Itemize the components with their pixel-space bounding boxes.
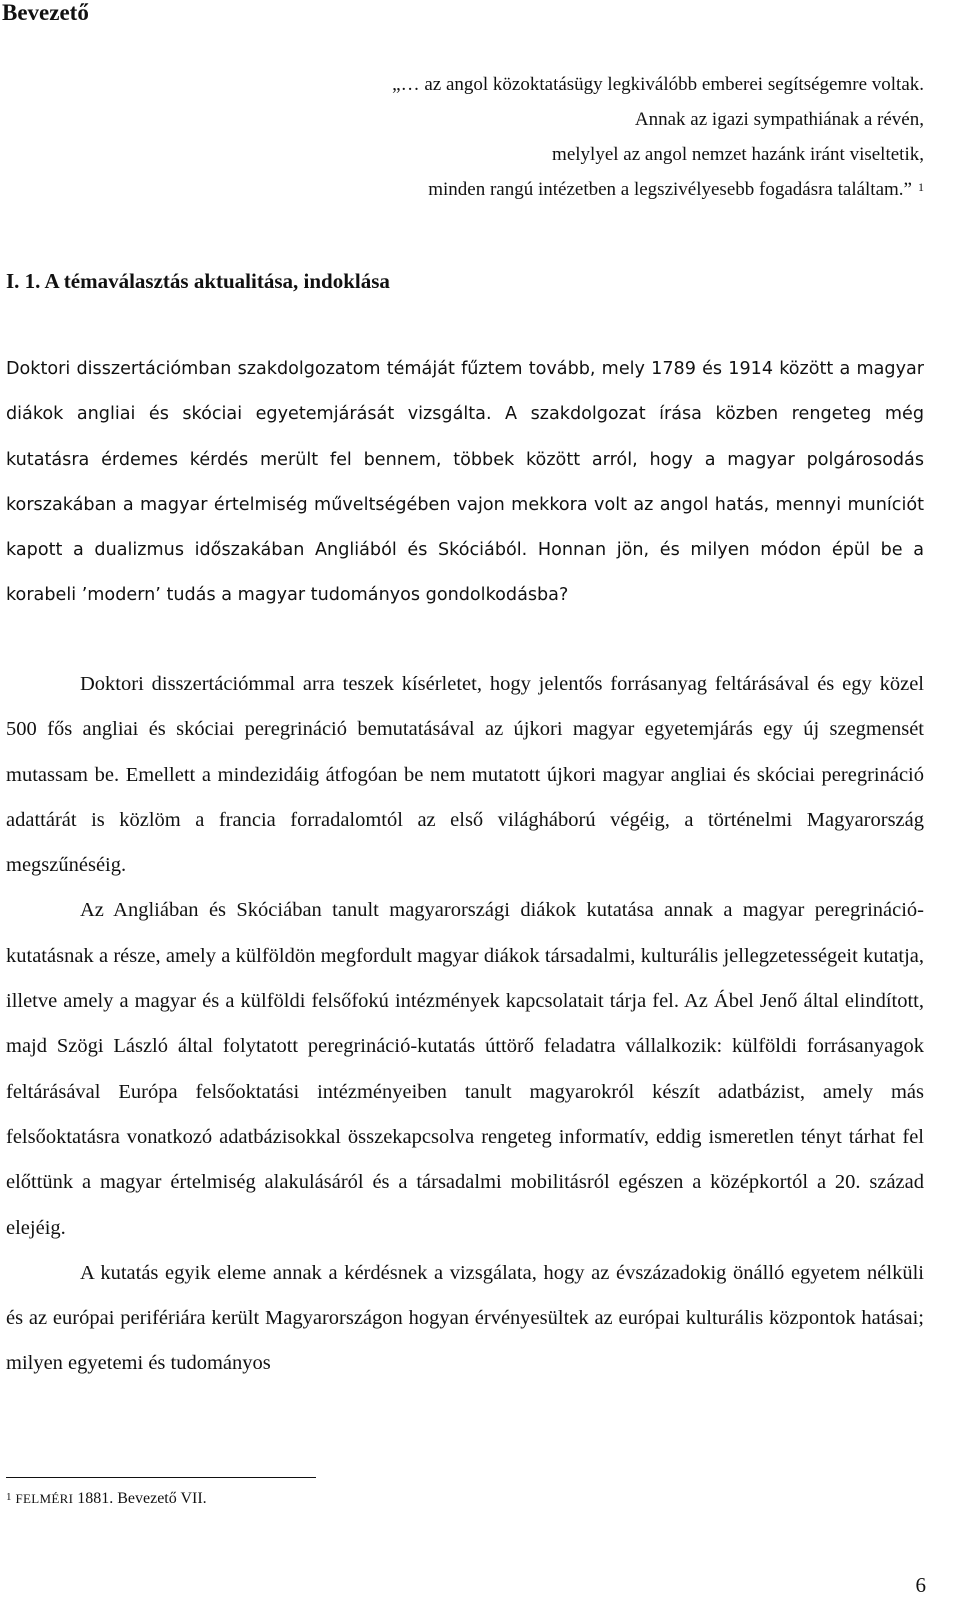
page-number: 6 bbox=[915, 1573, 926, 1597]
footnote-number: 1 bbox=[6, 1491, 12, 1503]
epigraph-line: melylyel az angol nemzet hazánk iránt viseltetik, bbox=[552, 144, 924, 165]
section-heading: I. 1. A témaválasztás aktualitása, indoklása bbox=[6, 269, 390, 293]
epigraph-line-text: minden rangú intézetben a legszivélyesebb fogadásra találtam.” bbox=[428, 179, 912, 200]
epigraph-quote bbox=[224, 67, 924, 207]
footnote bbox=[6, 1488, 207, 1510]
paragraph-text: Doktori disszertációmban szakdolgozatom témáját fűztem tovább, mely 1789 és 1914 között a magyar diákok angliai és skóciai egyetemjárását vizsgálta. A szakdolgozat írása közben rengeteg még kutatásra érdemes kérdés merült fel bennem, többek között arról, hogy a magyar polgárosodás korszakában a magyar értelmiség műveltségében vajon mekkora volt az angol hatás, mennyi muníciót kapott a dualizmus időszakában Angliából és Skóciából. Honnan jön, és milyen módon épül be a korabeli ’modern’ tudás a magyar tudományos gondolkodásba? bbox=[6, 359, 924, 606]
footnote-text: 1881. Bevezető VII. bbox=[73, 1490, 207, 1507]
chapter-title: Bevezető bbox=[2, 0, 89, 25]
paragraph-text: Az Angliában és Skóciában tanult magyarországi diákok kutatása annak a magyar peregrináció-kutatásnak a része, amely a külföldön megfordult magyar diákok társadalmi, kulturális jellegzetességeit kutatja, illetve amely a magyar és a külföldi felsőfokú intézmények kapcsolatait tárja fel. Az Ábel Jenő által elindított, majd Szögi László által folytatott peregrináció-kutatás úttörő feladatra vállalkozik: külföldi forrásanyagok feltárásával Európa felsőoktatási intézményeiben tanult magyarokról készít adatbázist, amely más felsőoktatásra vonatkozó adatbázisokkal összekapcsolva rengeteg informatív, eddig ismeretlen tényt tárhat fel előttünk a magyar értelmiség alakulásáról és a társadalmi mobilitásról egészen a középkortól a 20. század elejéig. bbox=[6, 899, 924, 1239]
epigraph-line-last bbox=[224, 172, 924, 207]
footnote-reference[interactable]: 1 bbox=[918, 180, 924, 194]
paragraph-text: Doktori disszertációmmal arra teszek kísérletet, hogy jelentős forrásanyag feltárásával és egy közel 500 fős angliai és skóciai peregrináció bemutatásával az újkori magyar egyetemjárás egy új szegmensét mutassam be. Emellett a mindezidáig átfogóan be nem mutatott újkori magyar angliai és skóciai peregrináció adattárát is közlöm a francia forradalomtól az első világháború végéig, a történelmi Magyarország megszűnéséig. bbox=[6, 673, 924, 877]
paragraph-group bbox=[6, 662, 924, 1387]
footnote-author: FELMÉRI bbox=[15, 1491, 74, 1506]
paragraph-text: A kutatás egyik eleme annak a kérdésnek a vizsgálata, hogy az évszázadokig önálló egyetem nélküli és az európai perifériára került Magyarországon hogyan érvényesültek az európai kulturális központok hatásai; milyen egyetemi és tudományos bbox=[6, 1261, 924, 1375]
footnote-divider bbox=[6, 1477, 316, 1478]
epigraph-line: Annak az igazi sympathiának a révén, bbox=[634, 109, 924, 130]
paragraph-intro bbox=[6, 347, 924, 619]
epigraph-line: „… az angol közoktatásügy legkiválóbb emberei segítségemre voltak. bbox=[392, 74, 924, 95]
